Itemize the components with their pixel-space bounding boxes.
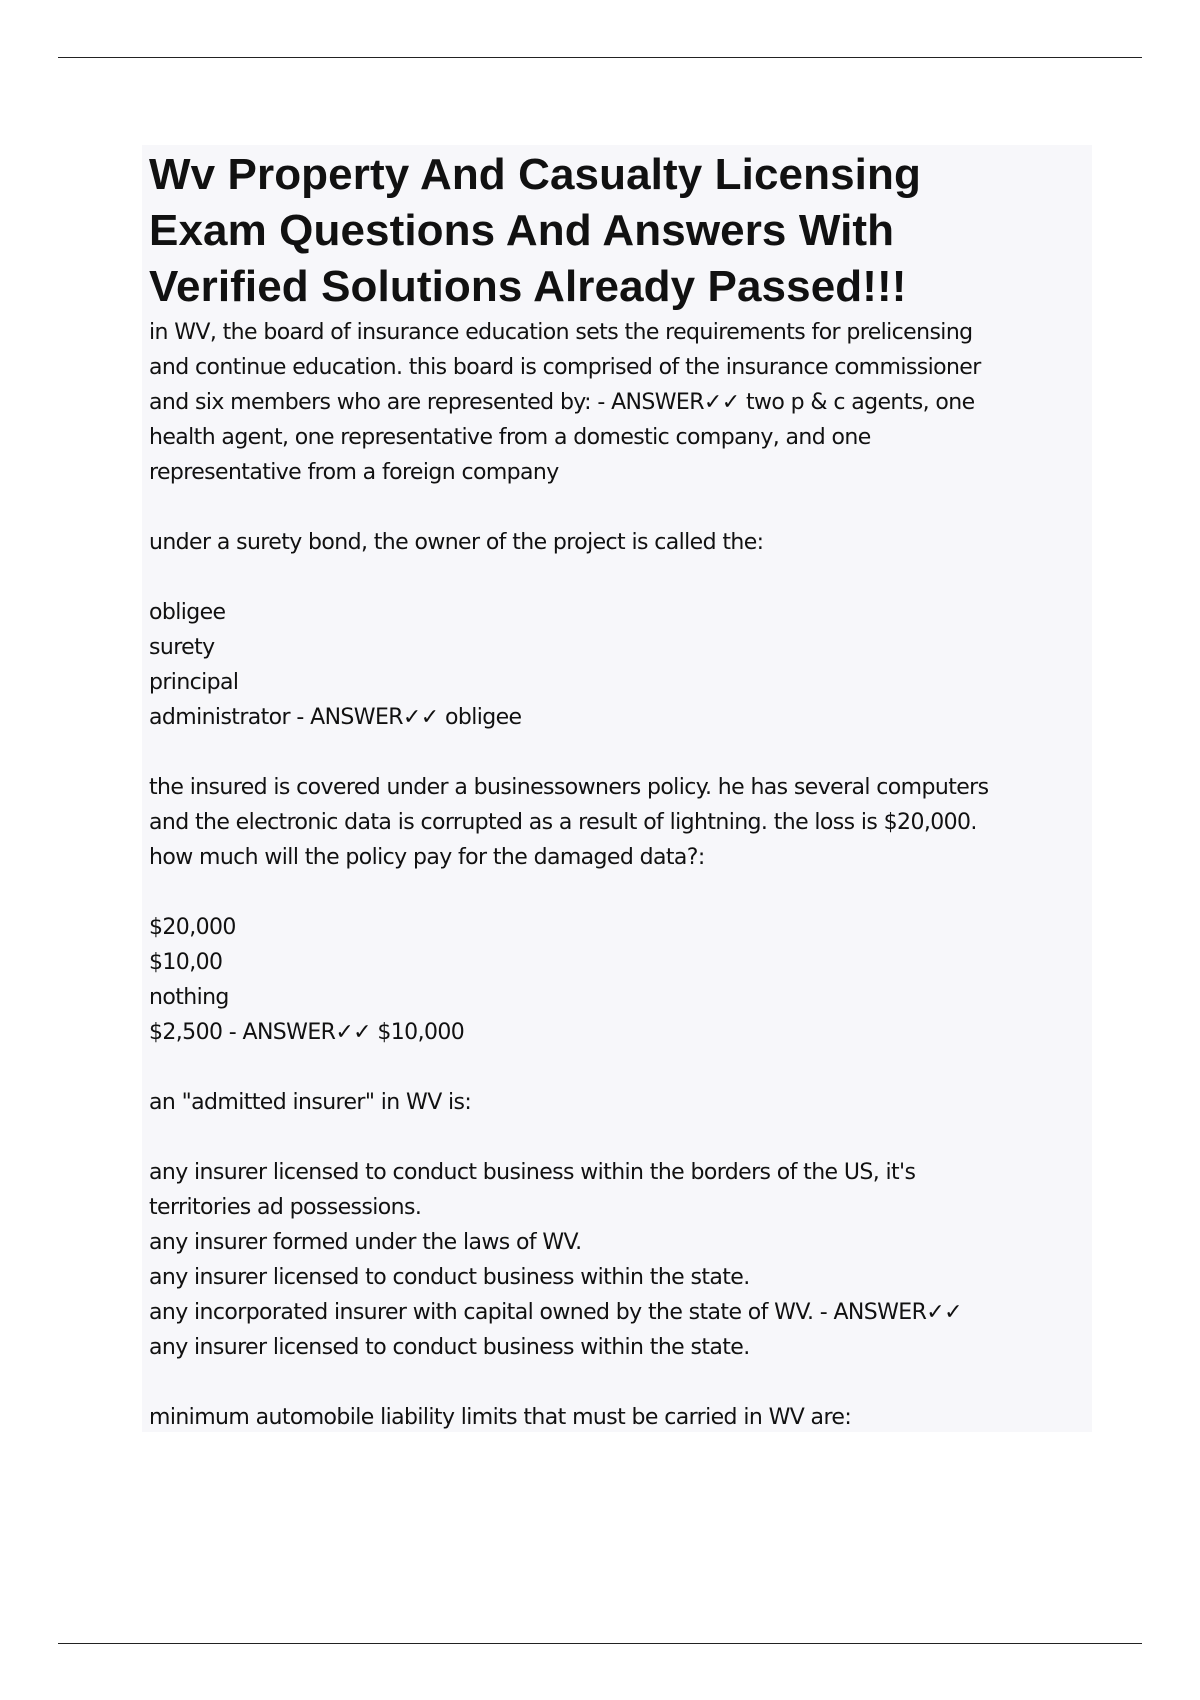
text-line: how much will the policy pay for the damaged data?: (149, 845, 705, 870)
text-line: under a surety bond, the owner of the project is called the: (149, 530, 764, 555)
question-3-options (149, 910, 1088, 1050)
text-line: the insured is covered under a businessowners policy. he has several computers (149, 775, 989, 800)
option-line: any insurer licensed to conduct business within the borders of the US, it's (149, 1160, 916, 1185)
text-line: representative from a foreign company (149, 460, 559, 485)
option-line: any insurer licensed to conduct business within the state. (149, 1335, 750, 1360)
document-title (149, 147, 1088, 315)
paragraph-gap (149, 560, 1088, 595)
option-line: principal (149, 670, 239, 695)
text-line: health agent, one representative from a domestic company, and one (149, 425, 871, 450)
text-line: in WV, the board of insurance education sets the requirements for prelicensing (149, 320, 973, 345)
question-4 (149, 1085, 1088, 1120)
option-line: $20,000 (149, 915, 236, 940)
option-line: any insurer licensed to conduct business within the state. (149, 1265, 750, 1290)
option-line: $2,500 - ANSWER✓✓ $10,000 (149, 1020, 465, 1045)
option-line: administrator - ANSWER✓✓ obligee (149, 705, 522, 730)
question-3 (149, 770, 1088, 875)
paragraph-gap (149, 875, 1088, 910)
option-line: obligee (149, 600, 226, 625)
question-2 (149, 525, 1088, 560)
text-line: and continue education. this board is comprised of the insurance commissioner (149, 355, 981, 380)
option-line: nothing (149, 985, 229, 1010)
option-line: surety (149, 635, 215, 660)
paragraph-gap (149, 1050, 1088, 1085)
option-line: any incorporated insurer with capital owned by the state of WV. - ANSWER✓✓ (149, 1300, 962, 1325)
question-2-options (149, 595, 1088, 735)
text-line: an "admitted insurer" in WV is: (149, 1090, 472, 1115)
paragraph-gap (149, 490, 1088, 525)
option-line: any insurer formed under the laws of WV. (149, 1230, 582, 1255)
document-content (142, 145, 1092, 1432)
title-line: Wv Property And Casualty Licensing (149, 150, 921, 199)
text-line: and six members who are represented by: - ANSWER✓✓ two p & c agents, one (149, 390, 975, 415)
title-line: Verified Solutions Already Passed!!! (149, 262, 907, 311)
paragraph-gap (149, 735, 1088, 770)
question-1 (149, 315, 1088, 490)
text-line: and the electronic data is corrupted as a result of lightning. the loss is $20,000. (149, 810, 977, 835)
question-5 (149, 1400, 1088, 1435)
option-line: territories ad possessions. (149, 1195, 422, 1220)
option-line: $10,00 (149, 950, 223, 975)
question-4-options (149, 1155, 1088, 1365)
document-body (149, 315, 1088, 1435)
footer-rule (58, 1643, 1142, 1644)
paragraph-gap (149, 1120, 1088, 1155)
header-rule (58, 57, 1142, 58)
title-line: Exam Questions And Answers With (149, 206, 895, 255)
text-line: minimum automobile liability limits that must be carried in WV are: (149, 1405, 852, 1430)
paragraph-gap (149, 1365, 1088, 1400)
